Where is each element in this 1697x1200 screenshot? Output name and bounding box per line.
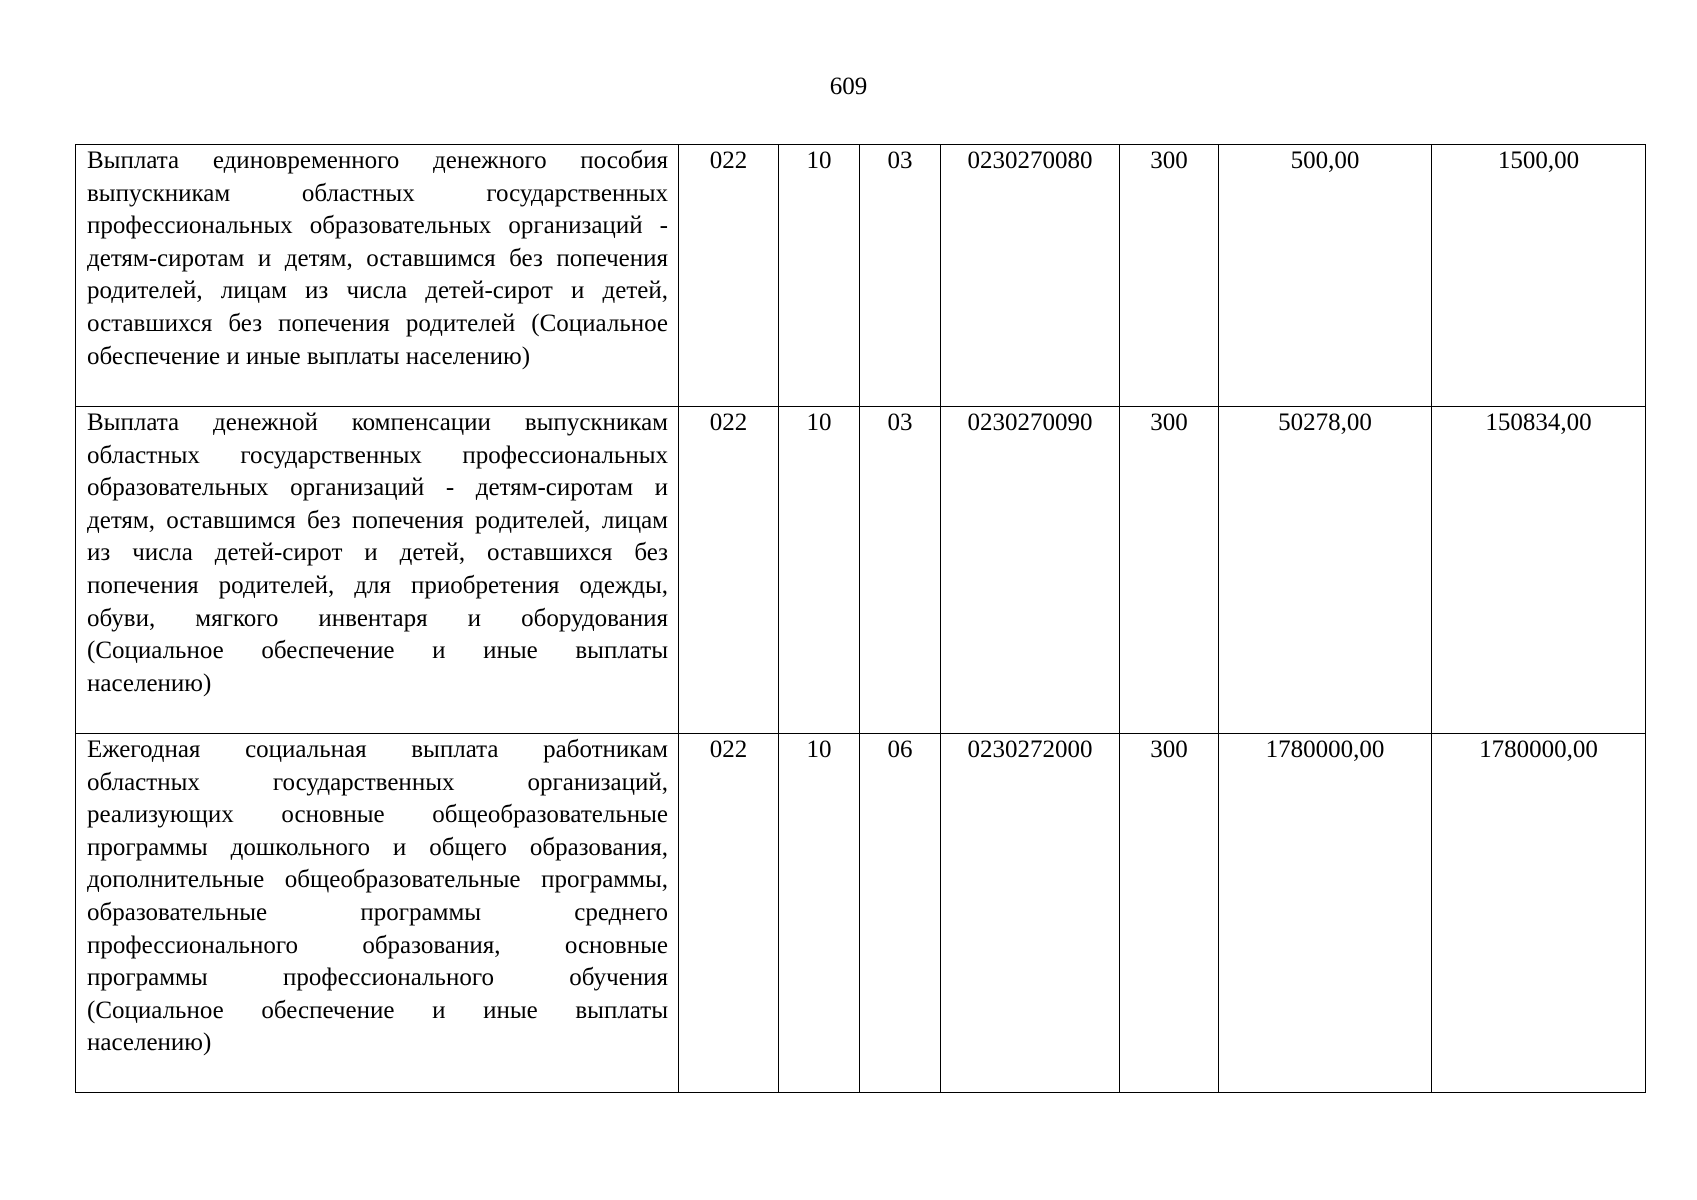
expense-type-code: 300 [1120,407,1219,734]
subsection-code: 03 [860,145,941,407]
row-description: Выплата денежной компенсации выпускникам областных государственных профессиональных образовательных организаций - детям-сиротам и детям, оставшимся без попечения родителей, лицам из числа детей-сирот и детей, оставшихся без попечения родителей, для приобретения одежды, обуви, мягкого инвентаря и оборудования (Социальное обеспечение и иные выплаты населению) [76,407,679,734]
target-article-code: 0230270080 [941,145,1120,407]
amount-1: 500,00 [1219,145,1432,407]
ministry-code: 022 [679,734,779,1093]
amount-1: 50278,00 [1219,407,1432,734]
expense-type-code: 300 [1120,734,1219,1093]
ministry-code: 022 [679,145,779,407]
amount-2: 1500,00 [1432,145,1646,407]
expense-type-code: 300 [1120,145,1219,407]
page-number: 609 [829,73,868,100]
table-row [76,407,1646,734]
target-article-code: 0230272000 [941,734,1120,1093]
target-article-code: 0230270090 [941,407,1120,734]
budget-table [75,144,1646,1093]
ministry-code: 022 [679,407,779,734]
section-code: 10 [779,145,860,407]
table-row [76,145,1646,407]
section-code: 10 [779,407,860,734]
row-description: Ежегодная социальная выплата работникам областных государственных организаций, реализующих основные общеобразовательные программы дошкольного и общего образования, дополнительные общеобразовательные программы, образовательные программы среднего профессионального образования, основные программы профессионального обучения (Социальное обеспечение и иные выплаты населению) [76,734,679,1093]
subsection-code: 06 [860,734,941,1093]
section-code: 10 [779,734,860,1093]
amount-1: 1780000,00 [1219,734,1432,1093]
table-row [76,734,1646,1093]
row-description: Выплата единовременного денежного пособия выпускникам областных государственных профессиональных образовательных организаций - детям-сиротам и детям, оставшимся без попечения родителей, лицам из числа детей-сирот и детей, оставшихся без попечения родителей (Социальное обеспечение и иные выплаты населению) [76,145,679,407]
subsection-code: 03 [860,407,941,734]
amount-2: 1780000,00 [1432,734,1646,1093]
amount-2: 150834,00 [1432,407,1646,734]
